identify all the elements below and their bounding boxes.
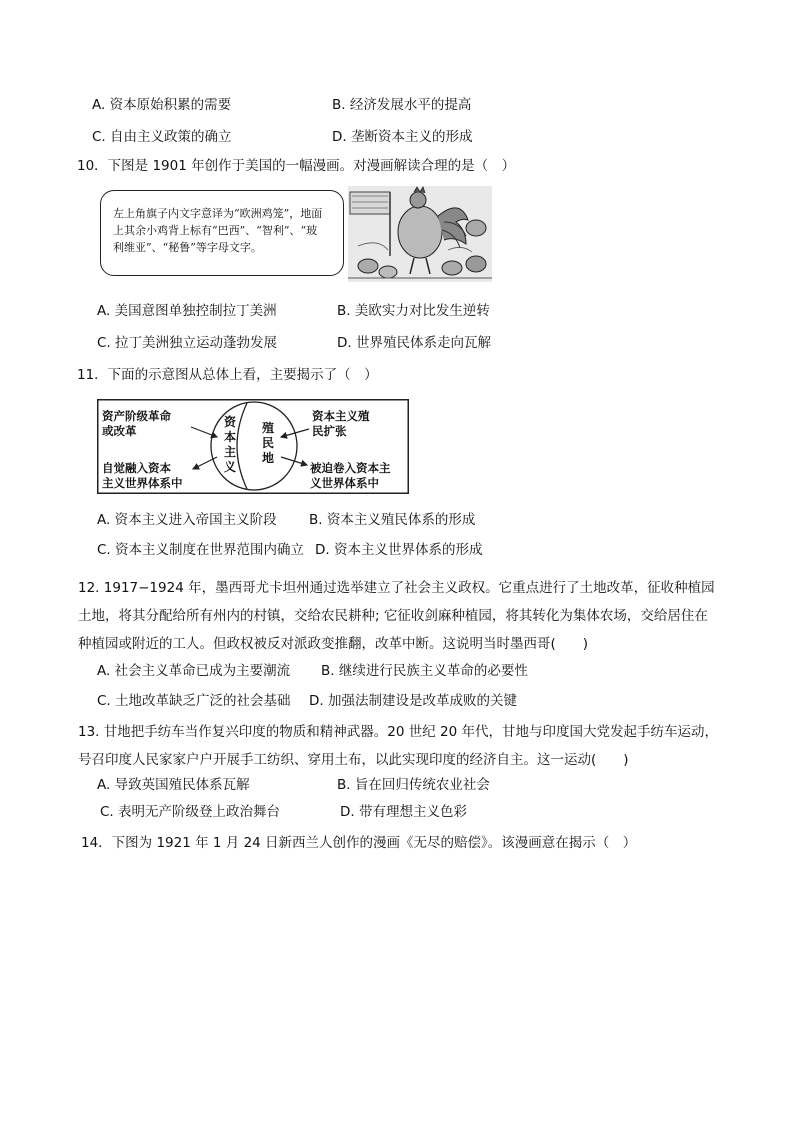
q9-option-b: B. 经济发展水平的提高 [332, 97, 472, 113]
q11-diagram [97, 399, 409, 494]
q10-caption-box [100, 190, 344, 276]
q12-option-a: A. 社会主义革命已成为主要潮流 [97, 663, 291, 679]
q11-option-b: B. 资本主义殖民体系的形成 [309, 512, 476, 528]
q13-stem: 13. 甘地把手纺车当作复兴印度的物质和精神武器。20 世纪 20 年代，甘地与印度国大党发起手纺车运动，号召印度人民家家户户开展手工纺织、穿用土布，以此实现印度的经济自主。这一运动( ) [78, 724, 718, 768]
q13-option-d: D. 带有理想主义色彩 [340, 804, 467, 820]
q11-label-integrate: 自觉融入资本 主义世界体系中 [102, 461, 183, 490]
q11-label-capitalism: 资 本 主 义 [223, 415, 236, 474]
q10-option-d: D. 世界殖民体系走向瓦解 [337, 335, 491, 351]
q11-option-c: C. 资本主义制度在世界范围内确立 [97, 542, 305, 558]
q11-stem: 11．下面的示意图从总体上看，主要揭示了（ ） [77, 367, 378, 383]
q10-option-a: A. 美国意图单独控制拉丁美洲 [97, 303, 277, 319]
q9-option-d: D. 垄断资本主义的形成 [332, 129, 473, 145]
q13-option-b: B. 旨在回归传统农业社会 [337, 777, 490, 793]
q11-option-d: D. 资本主义世界体系的形成 [315, 542, 483, 558]
q10-option-b: B. 美欧实力对比发生逆转 [337, 303, 490, 319]
q10-caption-line: 左上角旗子内文字意译为“欧洲鸡笼”，地面 [113, 207, 323, 220]
q10-cartoon-image [348, 186, 492, 282]
q10-caption-line: 上其余小鸡背上标有“巴西”、“智利”、“玻 [113, 224, 318, 237]
q10-caption-line: 利维亚”、“秘鲁”等字母文字。 [113, 241, 262, 254]
q11-label-revolution: 资产阶级革命 或改革 [102, 409, 171, 438]
q11-label-forced: 被迫卷入资本主 义世界体系中 [310, 461, 391, 490]
q11-label-colony: 殖 民 地 [261, 421, 274, 465]
q11-option-a: A. 资本主义进入帝国主义阶段 [97, 512, 277, 528]
q13-option-c: C. 表明无产阶级登上政治舞台 [100, 804, 281, 820]
q12-option-d: D. 加强法制建设是改革成败的关键 [309, 693, 517, 709]
q12-option-b: B. 继续进行民族主义革命的必要性 [321, 663, 528, 679]
q12-option-c: C. 土地改革缺乏广泛的社会基础 [97, 693, 291, 709]
q9-option-c: C. 自由主义政策的确立 [92, 129, 232, 145]
q11-label-expansion: 资本主义殖 民扩张 [312, 409, 370, 438]
q10-option-c: C. 拉丁美洲独立运动蓬勃发展 [97, 335, 278, 351]
q14-stem: 14．下图为 1921 年 1 月 24 日新西兰人创作的漫画《无尽的赔偿》。该漫画意在揭示（ ） [81, 835, 637, 851]
q13-option-a: A. 导致英国殖民体系瓦解 [97, 777, 250, 793]
q10-stem: 10．下图是 1901 年创作于美国的一幅漫画。对漫画解读合理的是（ ） [77, 158, 516, 174]
q9-option-a: A. 资本原始积累的需要 [92, 97, 232, 113]
q12-stem: 12. 1917−1924 年，墨西哥尤卡坦州通过选举建立了社会主义政权。它重点进行了土地改革，征收种植园土地，将其分配给所有州内的村镇，交给农民耕种; 它征收剑麻种植园，将其转化为集体农场，交给居住在种植园或附近的工人。但政权被反对派政变推翻，改革中断。这说明当时墨西哥( ) [78, 580, 715, 652]
